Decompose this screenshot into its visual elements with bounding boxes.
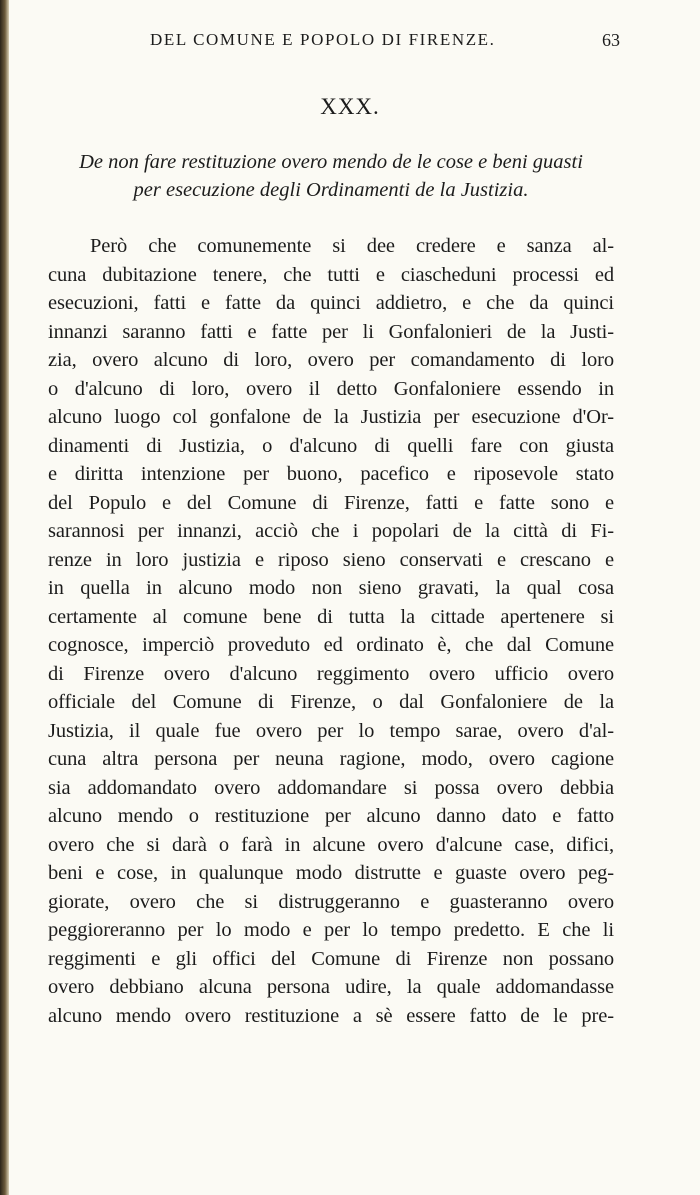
body-line: alcuno luogo col gonfalone de la Justizia per esecuzione d'Or- [48, 406, 614, 428]
page-number: 63 [602, 30, 620, 50]
body-line: overo che si darà o farà in alcune overo d'alcune case, difici, [48, 833, 614, 856]
body-line: sia addomandato overo addomandare si possa overo debbia [48, 776, 614, 799]
body-line: in quella in alcuno modo non sieno gravati, la qual cosa [48, 577, 614, 599]
body-line: cuna dubitazione tenere, che tutti e ciascheduni processi ed [48, 263, 614, 286]
body-line: o d'alcuno di loro, overo il detto Gonfaloniere essendo in [48, 377, 614, 400]
body-line: alcuno mendo o restituzione per alcuno danno dato e fatto [48, 805, 614, 827]
body-line: officiale del Comune di Firenze, o dal Gonfaloniere de la [48, 691, 614, 713]
body-line: dinamenti di Justizia, o d'alcuno di quelli fare con giusta [48, 434, 614, 457]
section-title [48, 148, 614, 204]
body-line: zia, overo alcuno di loro, overo per comandamento di loro [48, 349, 614, 371]
body-line: Però che comunemente si dee credere e sanza al- [90, 235, 614, 257]
body-line: cuna altra persona per neuna ragione, modo, overo cagione [48, 748, 614, 770]
body-line: innanzi saranno fatti e fatte per li Gonfalonieri de la Justi- [48, 320, 614, 343]
book-spine-edge [0, 0, 9, 1195]
running-head: DEL COMUNE E POPOLO DI FIRENZE. [150, 30, 496, 49]
body-line: Justizia, il quale fue overo per lo tempo sarae, overo d'al- [48, 719, 614, 742]
section-number: XXX. [320, 94, 380, 119]
body-line: peggioreranno per lo modo e per lo tempo predetto. E che li [48, 919, 614, 941]
section-title-line: per esecuzione degli Ordinamenti de la Justizia. [133, 179, 529, 201]
body-line: alcuno mendo overo restituzione a sè essere fatto de le pre- [48, 1004, 614, 1027]
body-line: reggimenti e gli offici del Comune di Firenze non possano [48, 947, 614, 970]
page-header [150, 30, 620, 56]
body-line: renze in loro justizia e riposo sieno conservati e crescano e [48, 548, 614, 571]
body-line: beni e cose, in qualunque modo distrutte e guaste overo peg- [48, 862, 614, 884]
body-line: certamente al comune bene di tutta la cittade apertenere si [48, 605, 614, 628]
body-line: di Firenze overo d'alcuno reggimento overo ufficio overo [48, 662, 614, 685]
body-line: del Populo e del Comune di Firenze, fatti e fatte sono e [48, 491, 614, 514]
body-line: cognosce, imperciò proveduto ed ordinato è, che dal Comune [48, 634, 614, 656]
body-line: overo debbiano alcuna persona udire, la quale addomandasse [48, 976, 614, 998]
body-line: giorate, overo che si distruggeranno e guasteranno overo [48, 890, 614, 913]
body-paragraph [48, 232, 614, 1030]
body-line: e diritta intenzione per buono, pacefico e riposevole stato [48, 463, 614, 485]
body-line: sarannosi per innanzi, acciò che i popolari de la città di Fi- [48, 520, 614, 542]
section-title-line: De non fare restituzione overo mendo de le cose e beni guasti [79, 151, 583, 173]
body-line: esecuzioni, fatti e fatte da quinci addietro, e che da quinci [48, 292, 614, 314]
